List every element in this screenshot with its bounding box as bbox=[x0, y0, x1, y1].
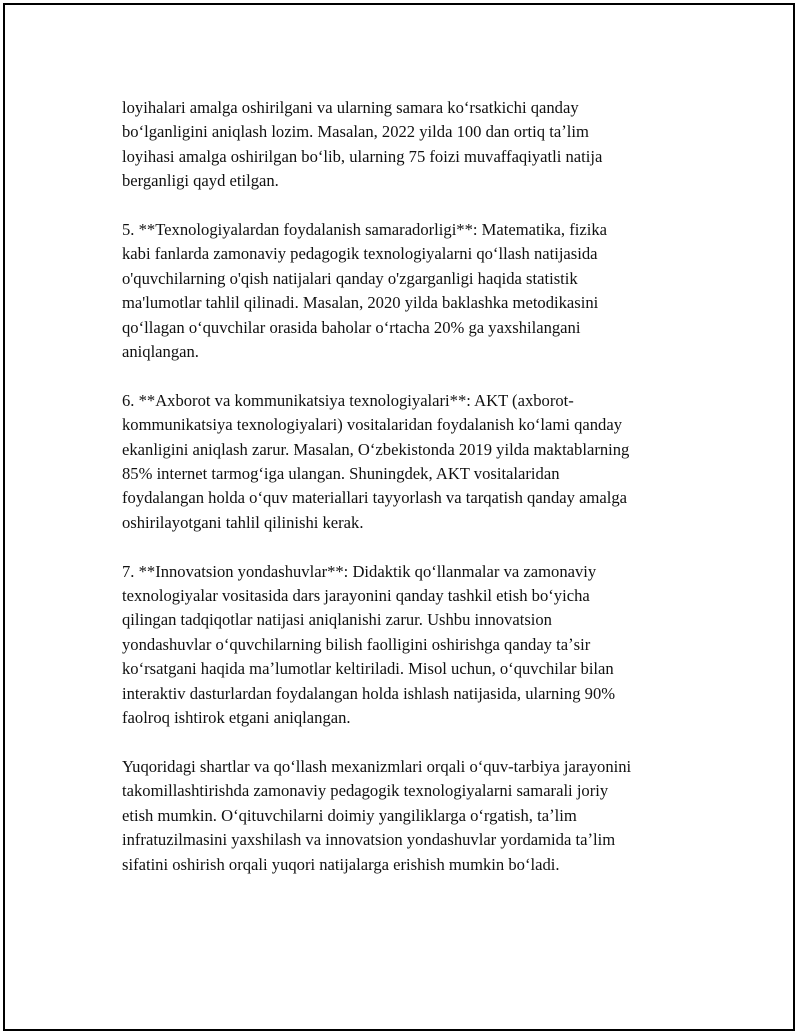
text-line: koʻrsatgani haqida maʼlumotlar keltiriladi. Misol uchun, oʻquvchilar bilan bbox=[122, 659, 614, 679]
text-line: loyihalari amalga oshirilgani va ularning samara koʻrsatkichi qanday bbox=[122, 98, 579, 117]
paragraph-conclusion bbox=[122, 755, 722, 877]
text-line: ma'lumotlar tahlil qilinadi. Masalan, 2020 yilda baklashka metodikasini bbox=[122, 293, 599, 313]
text-line: sifatini oshirish orqali yuqori natijalarga erishish mumkin boʻladi. bbox=[122, 854, 560, 874]
text-line: kommunikatsiya texnologiyalari) vositalaridan foydalanish koʻlami qanday bbox=[122, 415, 622, 435]
page-frame bbox=[3, 3, 795, 1031]
text-line: kabi fanlarda zamonaviy pedagogik texnologiyalarni qoʻllash natijasida bbox=[122, 244, 598, 264]
paragraph-continuation bbox=[122, 96, 722, 194]
text-line: foydalangan holda oʻquv materiallari tayyorlash va tarqatish qanday amalga bbox=[122, 488, 627, 508]
text-line: oshirilayotgani tahlil qilinishi kerak. bbox=[122, 512, 364, 532]
paragraph-item-5 bbox=[122, 218, 722, 364]
text-line: 85% internet tarmogʻiga ulangan. Shuningdek, AKT vositalaridan bbox=[122, 464, 560, 484]
text-line: boʻlganligini aniqlash lozim. Masalan, 2022 yilda 100 dan ortiq taʼlim bbox=[122, 122, 589, 142]
text-line: etish mumkin. Oʻqituvchilarni doimiy yangiliklarga oʻrgatish, taʼlim bbox=[122, 805, 577, 825]
text-line: faolroq ishtirok etgani aniqlangan. bbox=[122, 708, 351, 728]
text-line: qoʻllagan oʻquvchilar orasida baholar oʻrtacha 20% ga yaxshilangani bbox=[122, 317, 581, 337]
text-line: texnologiyalar vositasida dars jarayonini qanday tashkil etish boʻyicha bbox=[122, 586, 590, 606]
paragraph-item-7 bbox=[122, 560, 722, 731]
text-line: interaktiv dasturlardan foydalangan holda ishlash natijasida, ularning 90% bbox=[122, 683, 616, 703]
text-line: yondashuvlar oʻquvchilarning bilish faolligini oshirishga qanday taʼsir bbox=[122, 634, 591, 654]
text-line: o'quvchilarning o'qish natijalari qanday o'zgarganligi haqida statistik bbox=[122, 268, 578, 288]
text-line: qilingan tadqiqotlar natijasi aniqlanishi zarur. Ushbu innovatsion bbox=[122, 610, 552, 630]
paragraph-item-6 bbox=[122, 389, 722, 535]
text-line: ekanligini aniqlash zarur. Masalan, Oʻzbekistonda 2019 yilda maktablarning bbox=[122, 439, 630, 459]
text-line: Yuqoridagi shartlar va qoʻllash mexanizmlari orqali oʻquv-tarbiya jarayonini bbox=[122, 756, 632, 776]
text-line: 5. **Texnologiyalardan foydalanish samaradorligi**: Matematika, fizika bbox=[122, 220, 607, 240]
text-line: aniqlangan. bbox=[122, 342, 199, 362]
text-line: infratuzilmasini yaxshilash va innovatsion yondashuvlar yordamida taʼlim bbox=[122, 830, 616, 850]
document-body bbox=[122, 96, 722, 901]
text-line: 6. **Axborot va kommunikatsiya texnologiyalari**: AKT (axborot- bbox=[122, 390, 574, 410]
text-line: loyihasi amalga oshirilgan boʻlib, ularning 75 foizi muvaffaqiyatli natija bbox=[122, 146, 603, 166]
text-line: 7. **Innovatsion yondashuvlar**: Didaktik qoʻllanmalar va zamonaviy bbox=[122, 561, 597, 581]
text-line: takomillashtirishda zamonaviy pedagogik texnologiyalarni samarali joriy bbox=[122, 781, 609, 801]
text-line: berganligi qayd etilgan. bbox=[122, 171, 279, 191]
